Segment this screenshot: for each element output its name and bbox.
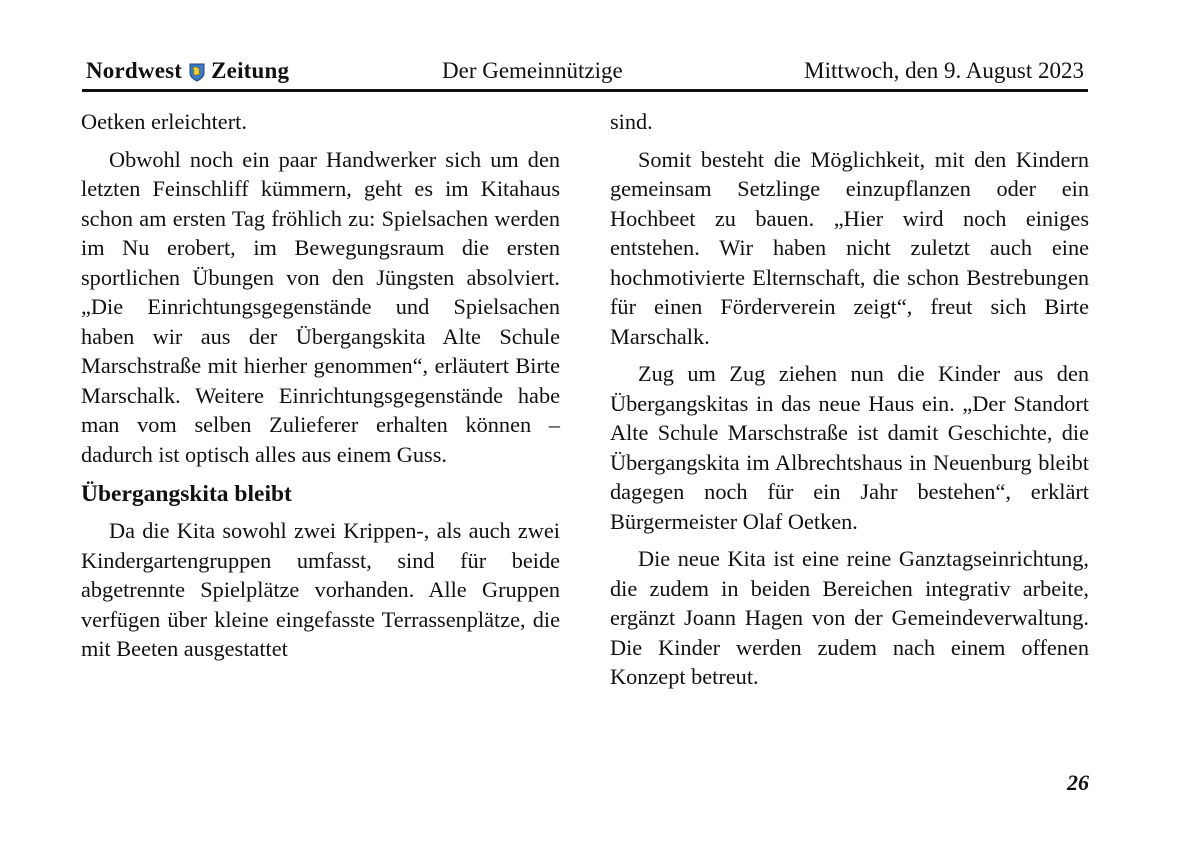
article-column-left bbox=[81, 107, 560, 672]
coat-of-arms-icon bbox=[189, 62, 205, 81]
brand-name-left: Nordwest bbox=[86, 58, 183, 83]
paragraph: Somit besteht die Möglichkeit, mit den Kindern gemeinsam Setzlinge einzupflanzen oder ein Hochbeet zu bauen. „Hier wird noch einiges entstehen. Wir haben nicht zuletzt auch eine hochmotivierte Elternschaft, die schon Bestrebungen für einen Förderverein zeigt“, freut sich Birte Marschalk. bbox=[610, 146, 1089, 349]
paragraph: Oetken erleichtert. bbox=[81, 109, 247, 134]
issue-date: Mittwoch, den 9. August 2023 bbox=[804, 58, 1084, 83]
paragraph: Obwohl noch ein paar Handwerker sich um den letzten Feinschliff kümmern, geht es im Kitahaus schon am ersten Tag fröhlich zu: Spielsachen werden im Nu erobert, im Bewegungsraum die ersten sportlichen Übungen von den Jüngsten absolviert. „Die Einrichtungsgegenstände und Spielsachen haben wir aus der Übergangskita Alte Schule Marschstraße mit hierher genommen“, erläutert Birte Marschalk. Weitere Einrichtungsgegenstände habe man vom selben Zulieferer erhalten können – dadurch ist optisch alles aus einem Guss. bbox=[81, 146, 560, 467]
subheading: Übergangskita bleibt bbox=[81, 481, 292, 507]
paragraph: Da die Kita sowohl zwei Krippen-, als auch zwei Kindergartengruppen umfasst, sind für beide abgetrennte Spielplätze vorhanden. Alle Gruppen verfügen über kleine eingefasste Terrassenplätze, die mit Beeten ausgestattet bbox=[81, 518, 560, 661]
section-title: Der Gemeinnützige bbox=[442, 58, 623, 83]
header-rule bbox=[82, 89, 1088, 92]
article-column-right bbox=[610, 107, 1089, 700]
paragraph: Die neue Kita ist eine reine Ganztagseinrichtung, die zudem in beiden Bereichen integrativ arbeite, ergänzt Joann Hagen von der Gemeindeverwaltung. Die Kinder werden zudem nach einem offenen Konzept betreut. bbox=[610, 546, 1089, 689]
paragraph: sind. bbox=[610, 109, 653, 134]
brand-name-right: Zeitung bbox=[211, 58, 290, 83]
newspaper-brand bbox=[86, 58, 289, 84]
page-number: 26 bbox=[1067, 770, 1089, 795]
page-header bbox=[82, 58, 1088, 86]
paragraph: Zug um Zug ziehen nun die Kinder aus den Übergangskitas in das neue Haus ein. „Der Standort Alte Schule Marschstraße ist damit Geschichte, die Übergangskita im Albrechtshaus in Neuenburg bleibt dagegen noch für ein Jahr bestehen“, erklärt Bürgermeister Olaf Oetken. bbox=[610, 361, 1089, 534]
